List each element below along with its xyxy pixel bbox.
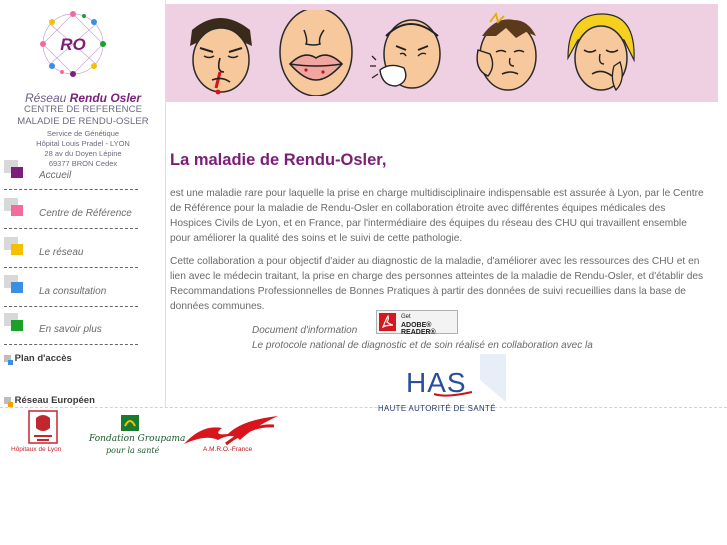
nav-bullet-accent-icon: [11, 167, 23, 178]
header-banner: [166, 4, 718, 102]
face-lips-icon: [276, 10, 356, 96]
org-maladie: MALADIE DE RENDU-OSLER: [17, 116, 149, 127]
svg-text:RO: RO: [60, 35, 86, 54]
nav-divider: [4, 306, 138, 307]
amro-label: A.M.R.O.-France: [203, 446, 253, 453]
adobe-pdf-icon: [379, 313, 396, 331]
face-sneeze-icon: [370, 10, 450, 96]
nav-label[interactable]: La consultation: [39, 286, 107, 297]
bullet-square-icon: [4, 397, 11, 404]
groupama-logo-icon[interactable]: [120, 414, 140, 432]
hospices-civils-logo[interactable]: [28, 410, 58, 444]
nav-label[interactable]: Le réseau: [39, 247, 84, 258]
org-name: Réseau Rendu Osler: [24, 91, 142, 105]
org-city: 69377 BRON Cedex: [48, 159, 118, 168]
nav-bullet-accent-icon: [11, 244, 23, 255]
reseau-logo[interactable]: [28, 2, 118, 92]
nav-accueil[interactable]: [0, 157, 166, 195]
svg-text:HAS: HAS: [406, 367, 467, 398]
get-adobe-reader-button[interactable]: [376, 310, 458, 334]
hospices-label: Hôpitaux de Lyon: [11, 446, 62, 453]
nav-centre-reference[interactable]: [0, 196, 166, 234]
reseau-europeen-label[interactable]: Réseau Européen: [14, 395, 95, 406]
org-centre: CENTRE DE REFERENCE: [23, 104, 143, 115]
plan-acces-label[interactable]: Plan d'accès: [14, 353, 72, 364]
adobe-reader-label: ADOBE® READER®: [401, 322, 436, 336]
org-service: Service de Génétique: [46, 129, 120, 138]
left-sidebar: [0, 0, 166, 408]
nav-label[interactable]: Accueil: [39, 170, 72, 181]
reseau-europeen-link[interactable]: [4, 395, 95, 406]
objective-paragraph: Cette collaboration a pour objectif d'aider au diagnostic de la maladie, d'améliorer avec les ressources des CHU et en lien avec le médecin traitant, la prise en charge des personnes atteintes de la maladie de Rendu-Osler, et d'établir des Recommandations Professionnelles de Bonnes Pratiques à partir des données de suivi recueillies dans la base de données communes.: [170, 256, 704, 312]
document-information-link[interactable]: Document d'information: [252, 325, 358, 336]
nav-divider: [4, 344, 138, 345]
adobe-get-label: Get: [401, 314, 411, 320]
face-nosebleed-icon: [180, 10, 260, 96]
bullet-square-icon: [4, 355, 11, 362]
org-street: 28 av du Doyen Lépine: [44, 149, 122, 158]
horizontal-divider: [0, 407, 727, 408]
nav-divider: [4, 228, 138, 229]
page-title: La maladie de Rendu-Osler,: [170, 151, 387, 169]
face-headache-icon: [466, 10, 546, 96]
face-tired-woman-icon: [560, 10, 640, 96]
groupama-line2: pour la santé: [106, 446, 160, 455]
nav-label[interactable]: Centre de Référence: [39, 208, 132, 219]
nav-reseau[interactable]: [0, 235, 166, 273]
amro-logo[interactable]: [182, 414, 280, 446]
has-subtitle: HAUTE AUTORITÉ DE SANTÉ: [378, 404, 496, 413]
plan-acces-link[interactable]: [4, 353, 72, 364]
nav-en-savoir-plus[interactable]: [0, 312, 166, 350]
nav-bullet-accent-icon: [11, 205, 23, 216]
nav-divider: [4, 267, 138, 268]
org-hospital: Hôpital Louis Pradel - LYON: [36, 139, 130, 148]
protocol-link[interactable]: Le protocole national de diagnostic et de soin réalisé en collaboration avec la: [252, 340, 593, 351]
nav-divider: [4, 189, 138, 190]
nav-consultation[interactable]: [0, 274, 166, 312]
nav-bullet-accent-icon: [11, 320, 23, 331]
groupama-line1: Fondation Groupama: [89, 434, 186, 444]
nav-label[interactable]: En savoir plus: [39, 324, 102, 335]
nav-bullet-accent-icon: [11, 282, 23, 293]
intro-paragraph: est une maladie rare pour laquelle la prise en charge multidisciplinaire indispensable est assurée à Lyon, par le Centre de Référence pour la maladie de Rendu-Osler en collaboration étroite avec différentes équipes médicales des Hospices Civils de Lyon, et en France, par l'intermédiaire des équipes du réseau des CHU qui travaillent ensemble pour améliorer la qualité des soins et le suivi de cette pathologie.: [170, 188, 704, 244]
